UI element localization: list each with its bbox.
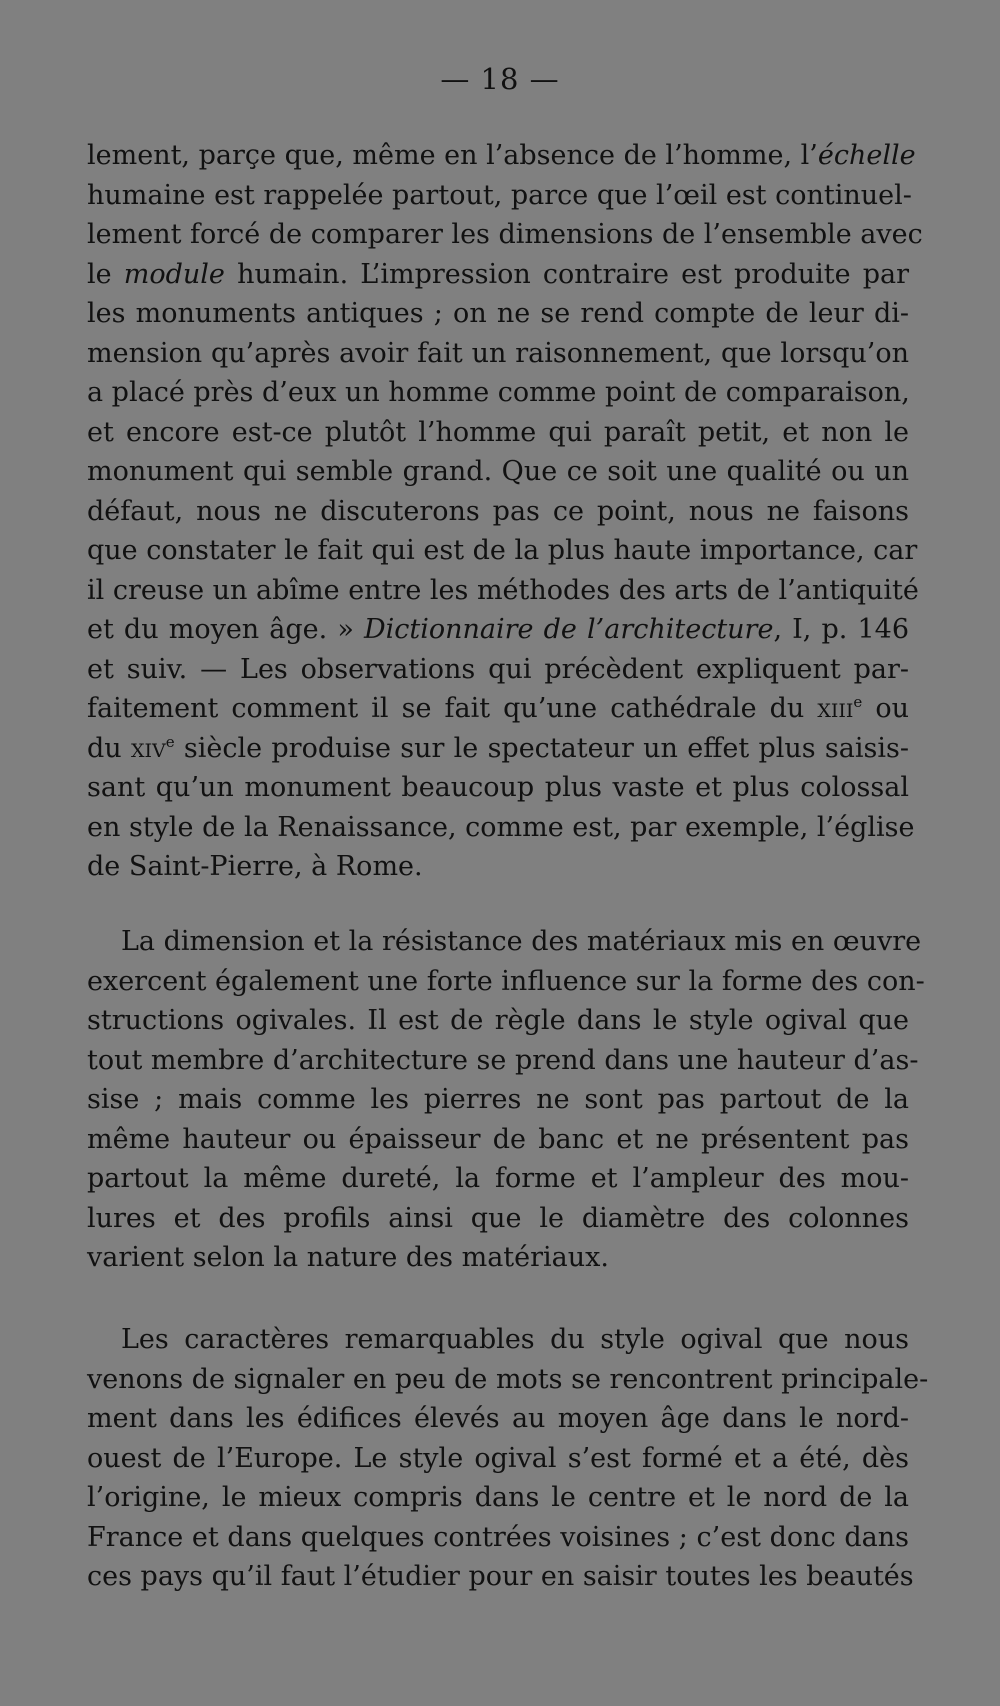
italic-text: module	[123, 258, 225, 290]
text-line: ces pays qu’il faut l’étudier pour en saisir toutes les beautés	[87, 1561, 914, 1592]
text-line: et suiv. — Les observations qui précèdent expliquent par-	[87, 653, 909, 685]
text-line: monument qui semble grand. Que ce soit une qualité ou un	[87, 456, 909, 487]
text-line: en style de la Renaissance, comme est, par exemple, l’église	[87, 811, 915, 843]
paragraph-2	[87, 922, 925, 1278]
text-line: France et dans quelques contrées voisines ; c’est donc dans	[87, 1521, 909, 1553]
roman-numeral: xiii	[817, 693, 854, 724]
paragraph-3	[87, 1320, 929, 1597]
text-line: exercent également une forte influence sur la forme des con-	[87, 965, 925, 997]
text-line: les monuments antiques ; on ne se rend compte de leur di-	[87, 298, 909, 329]
text-line: Les caractères remarquables du style ogival que nous	[121, 1324, 909, 1355]
text-line: venons de signaler en peu de mots se rencontrent principale-	[87, 1363, 929, 1395]
superscript: e	[165, 732, 175, 751]
text-line: il creuse un abîme entre les méthodes des arts de l’antiquité	[87, 574, 919, 606]
text-line: lement forcé de comparer les dimensions de l’ensemble avec	[87, 219, 923, 250]
text-line: le module humain. L’impression contraire est produite par	[87, 258, 909, 290]
text-line: humaine est rappelée partout, parce que l’œil est continuel-	[87, 179, 912, 211]
text-line: lement, parçe que, même en l’absence de l’homme, l’échelle	[87, 140, 916, 171]
roman-numeral: xiv	[130, 732, 166, 764]
text-line: partout la même dureté, la forme et l’ampleur des mou-	[87, 1163, 909, 1194]
text-line: faitement comment il se fait qu’une cathédrale du xiii$^e$ ou	[87, 693, 909, 724]
text-line: que constater le fait qui est de la plus haute importance, car	[87, 535, 918, 566]
text-line: sise ; mais comme les pierres ne sont pas partout de la	[87, 1084, 909, 1115]
italic-text: échelle	[817, 140, 916, 171]
text-line: mension qu’après avoir fait un raisonnement, que lorsqu’on	[87, 337, 909, 369]
superscript: e	[853, 693, 863, 711]
text-line: ment dans les édifices élevés au moyen âge dans le nord-	[87, 1403, 909, 1434]
text-line: du xiv$^e$ siècle produise sur le spectateur un effet plus saisis-	[87, 732, 909, 764]
text-line: tout membre d’architecture se prend dans une hauteur d’as-	[87, 1044, 919, 1076]
paragraph-1	[87, 136, 923, 887]
text-line: structions ogivales. Il est de règle dans le style ogival que	[87, 1005, 909, 1036]
text-line: sant qu’un monument beaucoup plus vaste et plus colossal	[87, 772, 909, 803]
page-number: — 18 —	[440, 62, 560, 96]
text-line: défaut, nous ne discuterons pas ce point, nous ne faisons	[87, 495, 909, 527]
text-line: a placé près d’eux un homme comme point de comparaison,	[87, 377, 910, 408]
text-line: varient selon la nature des matériaux.	[87, 1242, 609, 1273]
text-line: l’origine, le mieux compris dans le centre et le nord de la	[87, 1482, 909, 1513]
text-line: même hauteur ou épaisseur de banc et ne présentent pas	[87, 1123, 909, 1155]
text-line: La dimension et la résistance des matériaux mis en œuvre	[121, 926, 922, 957]
text-line: lures et des profils ainsi que le diamètre des colonnes	[87, 1202, 909, 1234]
text-line: de Saint-Pierre, à Rome.	[87, 851, 423, 882]
text-line: et encore est-ce plutôt l’homme qui paraît petit, et non le	[87, 416, 909, 448]
text-line: et du moyen âge. » Dictionnaire de l’architecture, I, p. 146	[87, 614, 910, 645]
text-line: ouest de l’Europe. Le style ogival s’est formé et a été, dès	[87, 1442, 909, 1474]
italic-text: Dictionnaire de l’architecture	[363, 614, 774, 645]
